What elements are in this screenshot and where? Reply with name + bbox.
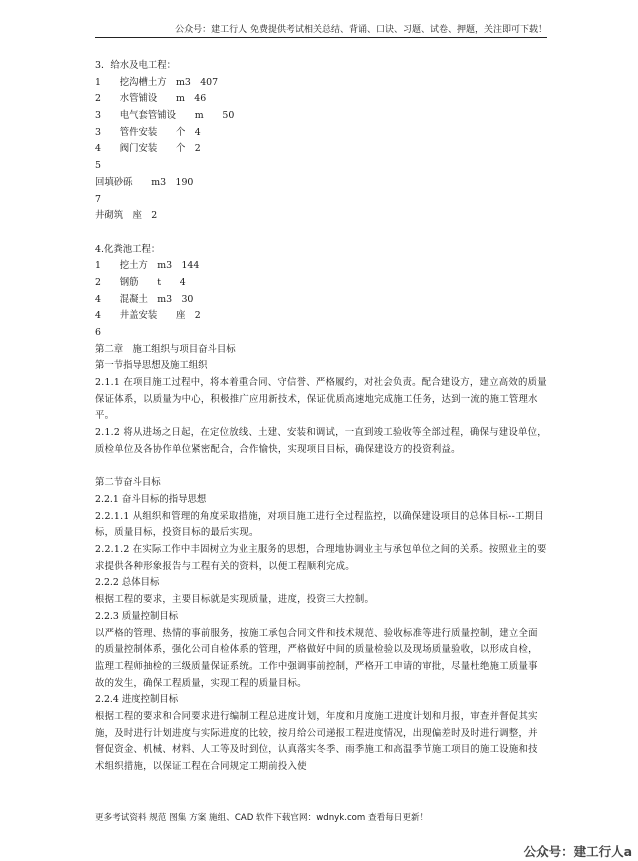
section-title: 第一节指导思想及施工组织 [95, 360, 208, 372]
chapter-title: 第二章 施工组织与项目奋斗目标 [95, 343, 236, 355]
subsection-title: 2.2.3 质量控制目标 [95, 610, 179, 622]
page-footer: 更多考试资料 规范 图集 方案 施组、CAD 软件下载官网：wdnyk.com 查看每日更新！ [95, 813, 429, 823]
subsection-title: 2.2.1 奋斗目标的指导思想 [95, 493, 207, 505]
subsection-title: 2.2.2 总体目标 [95, 577, 160, 589]
section-heading-septic-tank: 4.化粪池工程： [95, 243, 161, 255]
paragraph: 以严格的管理、热情的事前服务，按施工承包合同文件和技术规范、验收标准等进行质量控制，建立全面的质量控制体系，强化公司自检体系的管理，严格做好中间的质量检验以及现场质量验收，以形成自检，监理工程师抽检的三级质量保证系统。工作中强调事前控制，严格开工申请的审批，尽量杜绝施工质量事故的发生，确保工程质量，实现工程的质量目标。 [95, 627, 538, 689]
list-item: 4 阀门安装 个 2 [95, 143, 201, 155]
page-header-banner: 公众号：建工行人 免费提供考试相关总结、背诵、口诀、习题、试卷、押题，关注即可下载！ [95, 22, 547, 38]
paragraph: 根据工程的要求和合同要求进行编制工程总进度计划，年度和月度施工进度计划和月报，审查并督促其实施，及时进行计划进度与实际进度的比较，按月给公司递报工程进度情况，出现偏差时及时进行调整，并督促资金、机械、材料、人工等及时到位，认真落实冬季、雨季施工和高温季节施工项目的施工设施和技术组织措施，以保证工程在合同规定工期前投入使 [95, 711, 538, 773]
list-item: 4 井盖安装 座 2 [95, 310, 201, 322]
list-item: 井砌筑 座 2 [95, 210, 158, 222]
list-item: 1 挖沟槽土方 m3 407 [95, 76, 219, 88]
list-item: 回填砂砾 m3 190 [95, 176, 194, 188]
document-body [95, 58, 547, 776]
paragraph: 2.2.1.2 在实际工作中丰固树立为业主服务的思想，合理地协调业主与承包单位之间的关系。按照业主的要求提供各种形象报告与工程有关的资料，以便工程顺利完成。 [95, 544, 547, 572]
paragraph: 2.1.1 在项目施工过程中，将本着重合同、守信誉、严格履约，对社会负责。配合建设方，建立高效的质量保证体系，以质量为中心，积极推广应用新技术，保证优质高速地完成施工任务，达到一流的施工管理水平。 [95, 377, 547, 422]
list-item-number: 5 [95, 160, 101, 172]
list-item: 1 挖土方 m3 144 [95, 260, 200, 272]
list-item: 4 混凝土 m3 30 [95, 293, 194, 305]
blank-line [95, 459, 547, 476]
list-item-number: 6 [95, 327, 101, 338]
list-item: 2 水管铺设 m 46 [95, 93, 207, 105]
watermark-text: 公众号：建工行人a [523, 844, 632, 859]
paragraph: 2.2.1.1 从组织和管理的角度采取措施，对项目施工进行全过程监控，以确保建设项目的总体目标--工期目标，质量目标，投资目标的最后实现。 [95, 510, 544, 539]
list-item: 3 电气套管铺设 m 50 [95, 110, 235, 122]
paragraph: 2.1.2 将从进场之日起，在定位放线、土建、安装和调试，一直到竣工验收等全部过程，确保与建设单位，质检单位及各协作单位紧密配合，合作愉快，实现项目目标，确保建设方的投资利益。 [95, 427, 547, 455]
list-item: 3 管件安装 个 4 [95, 126, 201, 138]
subsection-title: 2.2.4 进度控制目标 [95, 694, 179, 706]
paragraph: 根据工程的要求，主要目标就是实现质量，进度，投资三大控制。 [95, 594, 375, 606]
section-heading-water-electric: 3．给水及电工程： [95, 60, 176, 71]
list-item-number: 7 [95, 193, 101, 205]
blank-line [95, 225, 547, 242]
list-item: 2 钢筋 t 4 [95, 276, 186, 288]
section-title: 第二节奋斗目标 [95, 477, 161, 489]
